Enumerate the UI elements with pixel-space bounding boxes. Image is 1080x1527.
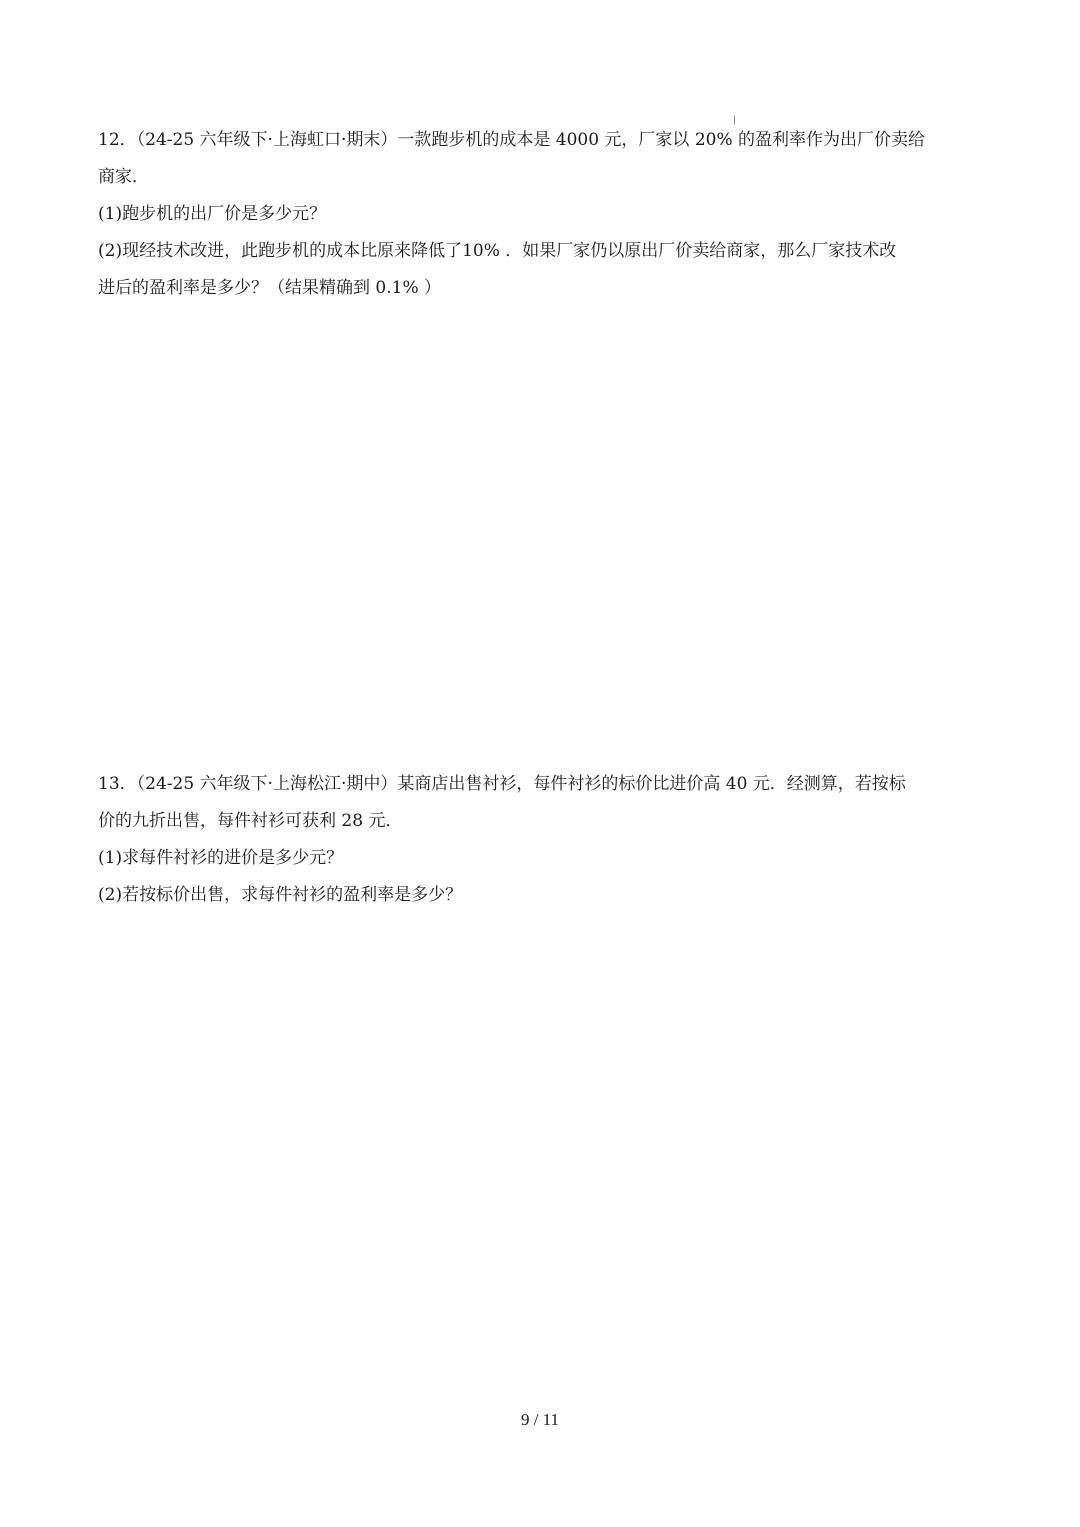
question-12-part-2-line-1: (2)现经技术改进，此跑步机的成本比原来降低了10% ．如果厂家仍以原出厂价卖给商家，那么厂家技术改 xyxy=(98,241,897,261)
question-12-stem-line-2: 商家． xyxy=(98,167,149,187)
question-13 xyxy=(98,766,988,914)
question-13-stem-line-2: 价的九折出售，每件衬衫可获利 28 元． xyxy=(98,811,403,831)
question-13-stem-line-1: 13．（24-25 六年级下·上海松江·期中）某商店出售衬衫，每件衬衫的标价比进价高 40 元．经测算，若按标 xyxy=(98,774,906,794)
question-12 xyxy=(98,122,988,307)
question-12-part-1: (1)跑步机的出厂价是多少元？ xyxy=(98,204,327,224)
page-number: 9 / 11 xyxy=(520,1410,560,1429)
question-13-part-2: (2)若按标价出售，求每件衬衫的盈利率是多少？ xyxy=(98,885,463,905)
question-13-part-1: (1)求每件衬衫的进价是多少元？ xyxy=(98,848,344,868)
question-12-stem-line-1: 12．（24-25 六年级下·上海虹口·期末）一款跑步机的成本是 4000 元，厂家以 20% 的盈利率作为出厂价卖给 xyxy=(98,130,926,150)
question-12-part-2-line-2: 进后的盈利率是多少？（结果精确到 0.1% ） xyxy=(98,278,441,298)
